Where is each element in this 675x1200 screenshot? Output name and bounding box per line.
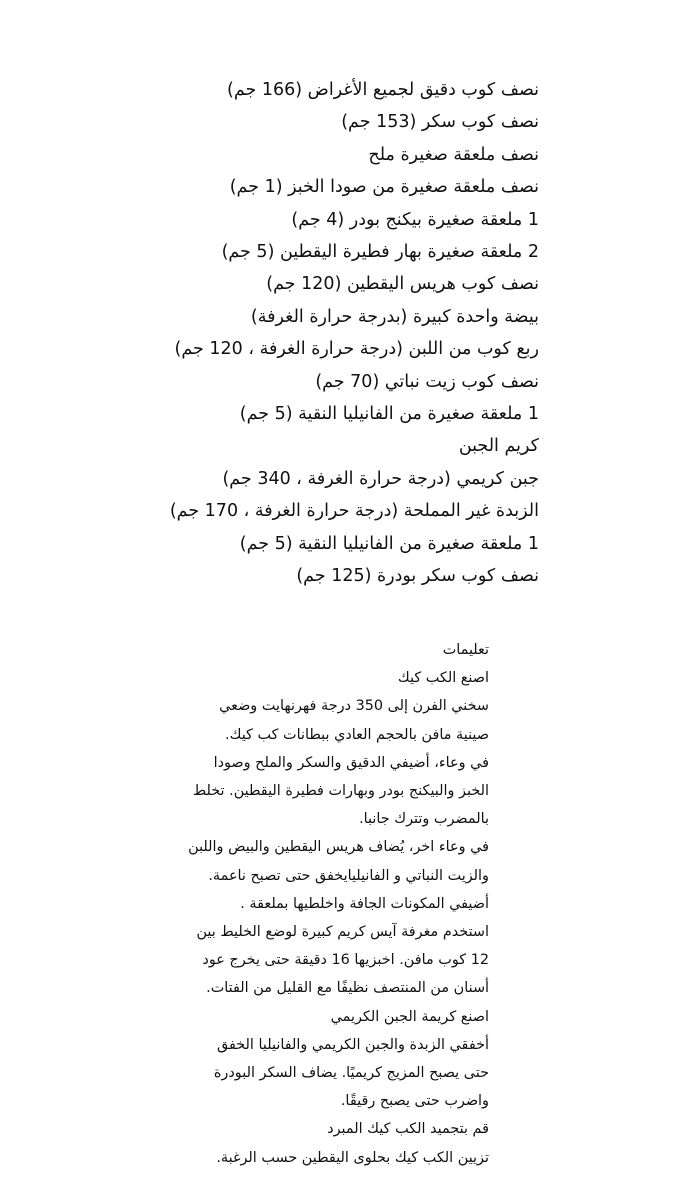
instruction-line: حتى يصبح المزيج كريميًا. يضاف السكر البودرة xyxy=(213,1065,489,1082)
ingredient-line: نصف كوب دقيق لجميع الأغراض (166 جم) xyxy=(227,80,539,100)
ingredient-line: جبن كريمي (درجة حرارة الغرفة ، 340 جم) xyxy=(222,468,539,489)
instruction-heading: اصنع كريمة الجبن الكريمي xyxy=(330,1008,489,1025)
instruction-line: بالمضرب وتترك جانبا. xyxy=(359,811,489,828)
ingredient-line: نصف كوب هريس اليقطين (120 جم) xyxy=(266,274,539,295)
ingredient-line: نصف كوب سكر (153 جم) xyxy=(341,112,539,133)
ingredient-line: الزبدة غير المملحة (درجة حرارة الغرفة ، 170 جم) xyxy=(169,501,539,522)
instruction-line: سخني الفرن إلى 350 درجة فهرنهايت وضعي xyxy=(219,698,489,715)
ingredient-line: نصف ملعقة صغيرة من صودا الخبز (1 جم) xyxy=(229,177,539,198)
instruction-line: أخفقي الزبدة والجبن الكريمي والفانيليا الخفق xyxy=(216,1036,489,1053)
ingredient-line: 1 ملعقة صغيرة بيكنج بودر (4 جم) xyxy=(291,209,539,230)
ingredient-line: 1 ملعقة صغيرة من الفانيليا النقية (5 جم) xyxy=(239,404,539,425)
instruction-line: واضرب حتى يصبح رقيقًا. xyxy=(340,1093,489,1110)
instruction-line: استخدم مغرفة آيس كريم كبيرة لوضع الخليط بين xyxy=(196,924,489,941)
ingredient-line: نصف كوب زيت نباتي (70 جم) xyxy=(315,371,539,392)
instruction-line: في وعاء اخر، يُضاف هريس اليقطين والبيض واللبن xyxy=(188,839,489,856)
instruction-line: تزيين الكب كيك بحلوى اليقطين حسب الرغبة. xyxy=(216,1149,489,1166)
instructions-title: تعليمات xyxy=(442,642,489,658)
instruction-heading: اصنع الكب كيك xyxy=(397,670,489,687)
instruction-line: الخبز والبيكنج بودر وبهارات فطيرة اليقطين. تخلط xyxy=(192,783,489,800)
ingredient-line: 1 ملعقة صغيرة من الفانيليا النقية (5 جم) xyxy=(239,533,539,554)
instruction-line: 12 كوب مافن. اخبزيها 16 دقيقة حتى يخرج عود xyxy=(202,952,489,969)
instruction-line: والزيت النباتي و الفانيليايخفق حتى تصبح ناعمة. xyxy=(208,867,489,884)
ingredient-line: نصف ملعقة صغيرة ملح xyxy=(368,144,539,165)
ingredient-line: بيضة واحدة كبيرة (بدرجة حرارة الغرفة) xyxy=(250,306,539,327)
instruction-line: في وعاء، أضيفي الدقيق والسكر والملح وصودا xyxy=(213,754,489,771)
instruction-heading: قم بتجميد الكب كيك المبرد xyxy=(327,1121,489,1138)
instruction-line: أضيفي المكونات الجافة واخلطيها بملعقة . xyxy=(240,895,489,912)
ingredients-list xyxy=(119,74,539,593)
ingredient-line: 2 ملعقة صغيرة بهار فطيرة اليقطين (5 جم) xyxy=(221,242,539,263)
instruction-line: أسنان من المنتصف نظيفًا مع القليل من الفتات. xyxy=(206,980,489,997)
instructions-section xyxy=(129,636,489,1172)
frosting-heading: كريم الجبن xyxy=(458,436,539,457)
ingredient-line: ربع كوب من اللبن (درجة حرارة الغرفة ، 120 جم) xyxy=(174,339,539,360)
instruction-line: صينية مافن بالحجم العادي ببطانات كب كيك. xyxy=(225,726,489,743)
ingredient-line: نصف كوب سكر بودرة (125 جم) xyxy=(296,566,539,587)
